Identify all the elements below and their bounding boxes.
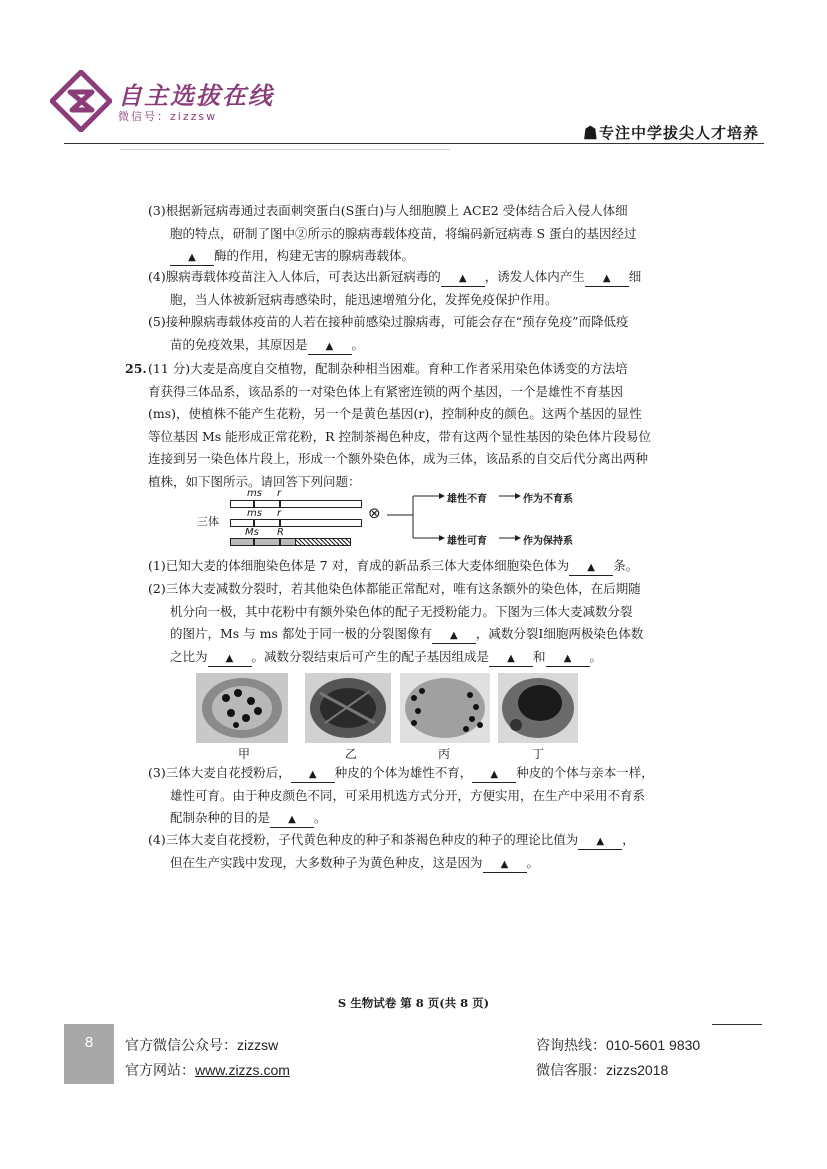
answer-blank[interactable]: ▲ [441, 272, 485, 287]
cell-label-yi: 乙 [345, 747, 358, 761]
cell-label-jia: 甲 [238, 747, 251, 761]
footer-hotline: 咨询热线：010-5601 9830 [536, 1037, 701, 1053]
answer-blank[interactable]: ▲ [578, 835, 622, 850]
cell-image-yi [305, 673, 391, 743]
footer-wechat-official: 官方微信公众号：zizzsw [125, 1037, 279, 1053]
gene-r-2: r [277, 508, 282, 519]
cell-label-ding: 丁 [532, 747, 545, 761]
q24-part5: (5)接种腺病毒载体疫苗的人若在接种前感染过腺病毒，可能会存在“预存免疫”而降低疫 苗的免疫效果，其原因是 ▲ 。 [148, 311, 668, 356]
self-cross-symbol: ⊗ [368, 504, 381, 522]
answer-blank[interactable]: ▲ [483, 858, 527, 873]
q25-sub1: (1)已知大麦的体细胞染色体是 7 对，育成的新品系三体大麦体细胞染色体为 ▲ 条。 [148, 555, 668, 578]
gene-R: R [277, 527, 284, 538]
chromosome-2 [230, 519, 362, 527]
q24-part4: (4)腺病毒载体疫苗注入人体后，可表达出新冠病毒的 ▲ ，诱发人体内产生 ▲ 细 胞，当人体被新冠病毒感染时，能迅速增殖分化，发挥免疫保护作用。 [148, 269, 642, 307]
website-link[interactable]: www.zizzs.com [195, 1062, 290, 1078]
answer-blank[interactable]: ▲ [170, 251, 214, 266]
logo-title: 自主选拔在线 [118, 82, 274, 110]
q24-part3: (3)根据新冠病毒通过表面刺突蛋白(S蛋白)与人细胞膜上 ACE2 受体结合后入侵人体细 胞的特点，研制了图中②所示的腺病毒载体疫苗，将编码新冠病毒 S 蛋白的基因经过 ▲ 酶的作用，构建无害的腺病毒载体。 [148, 200, 668, 268]
q25-intro: (11 分)大麦是高度自交植物，配制杂种相当困难。育种工作者采用染色体诱变的方法培 育获得三体品系，该品系的一对染色体上有紧密连锁的两个基因，一个是雄性不育基因 (ms)，使植株不能产生花粉，另一个是黄色基因(r)，控制种皮的颜色。这两个基因的显性 等位基因 Ms 能形成正常花粉，R 控制茶褐色种皮，带有这两个显性基因的染色体片段易位 连接到另一染色体片段上，形成一个额外染色体，成为三体，该品系的自交后代分离出两种 植株，如下图所示。请回答下列问题： [148, 361, 652, 489]
sanTi-label: 三体 [197, 515, 219, 528]
answer-blank[interactable]: ▲ [308, 340, 352, 355]
gene-ms-1: ms [247, 488, 262, 499]
extra-chromosome [230, 538, 297, 546]
q25-sub2: (2)三体大麦减数分裂时，若其他染色体都能正常配对，唯有这条额外的染色体，在后期随 机分向一极，其中花粉中有额外染色体的配子无授粉能力。下图为三体大麦减数分裂 的图片，Ms 与 ms 都处于同一极的分裂图像有 ▲ ，减数分裂Ⅰ细胞两极染色体数 之比为 ▲ 。减数分裂结束后可产生的配子基因组成是 ▲ 和 ▲ 。 [148, 578, 668, 668]
answer-blank[interactable]: ▲ [270, 813, 314, 828]
logo [50, 70, 112, 132]
header-slogan: ☗专注中学拔尖人才培养 [583, 124, 760, 142]
branch-arrows [385, 488, 615, 550]
maintainer-line-label: 作为保持系 [523, 536, 573, 547]
chromosome-1 [230, 500, 362, 508]
gene-Ms: Ms [245, 527, 259, 538]
sterile-line-label: 作为不育系 [523, 494, 573, 505]
header-slogan-icon: ☗ [583, 124, 600, 142]
cell-label-bing: 丙 [438, 747, 451, 761]
footer-service: 微信客服：zizzs2018 [536, 1062, 669, 1078]
gene-ms-2: ms [247, 508, 262, 519]
cell-image-bing [400, 673, 490, 743]
male-sterile-label: 雄性不育 [447, 494, 487, 505]
q25-sub3: (3)三体大麦自花授粉后， ▲ 种皮的个体为雄性不育， ▲ 种皮的个体与亲本一样， 雄性可育。由于种皮颜色不同，可采用机选方式分开，方便实用，在生产中采用不育系 配制杂种的目的是 ▲ 。 [148, 762, 668, 830]
answer-blank[interactable]: ▲ [489, 652, 533, 667]
cell-image-jia [196, 673, 288, 743]
footer-page-number: 8 [84, 1034, 94, 1051]
page-number-line: S 生物试卷 第 8 页(共 8 页) [337, 996, 490, 1010]
footer-rule [712, 1024, 762, 1025]
question-number: 25. [125, 361, 147, 376]
header-rule [64, 143, 764, 144]
answer-blank[interactable]: ▲ [585, 272, 629, 287]
answer-blank[interactable]: ▲ [472, 768, 516, 783]
footer-page-box [64, 1024, 114, 1084]
male-fertile-label: 雄性可育 [447, 536, 487, 547]
cell-image-ding [498, 673, 578, 743]
answer-blank[interactable]: ▲ [569, 561, 613, 576]
answer-blank[interactable]: ▲ [291, 768, 335, 783]
footer-website: 官方网站：www.zizzs.com [125, 1062, 290, 1078]
logo-subtitle: 微信号：zizzsw [118, 110, 218, 123]
answer-blank[interactable]: ▲ [208, 652, 252, 667]
header-faint-rule [120, 149, 450, 150]
answer-blank[interactable]: ▲ [546, 652, 590, 667]
gene-r-1: r [277, 488, 282, 499]
q25-sub4: (4)三体大麦自花授粉，子代黄色种皮的种子和茶褐色种皮的种子的理论比值为 ▲ ， 但在生产实践中发现，大多数种子为黄色种皮，这是因为 ▲ 。 [148, 829, 668, 874]
answer-blank[interactable]: ▲ [432, 629, 476, 644]
logo-diamond-icon [50, 70, 112, 132]
trisomy-diagram [195, 488, 615, 550]
